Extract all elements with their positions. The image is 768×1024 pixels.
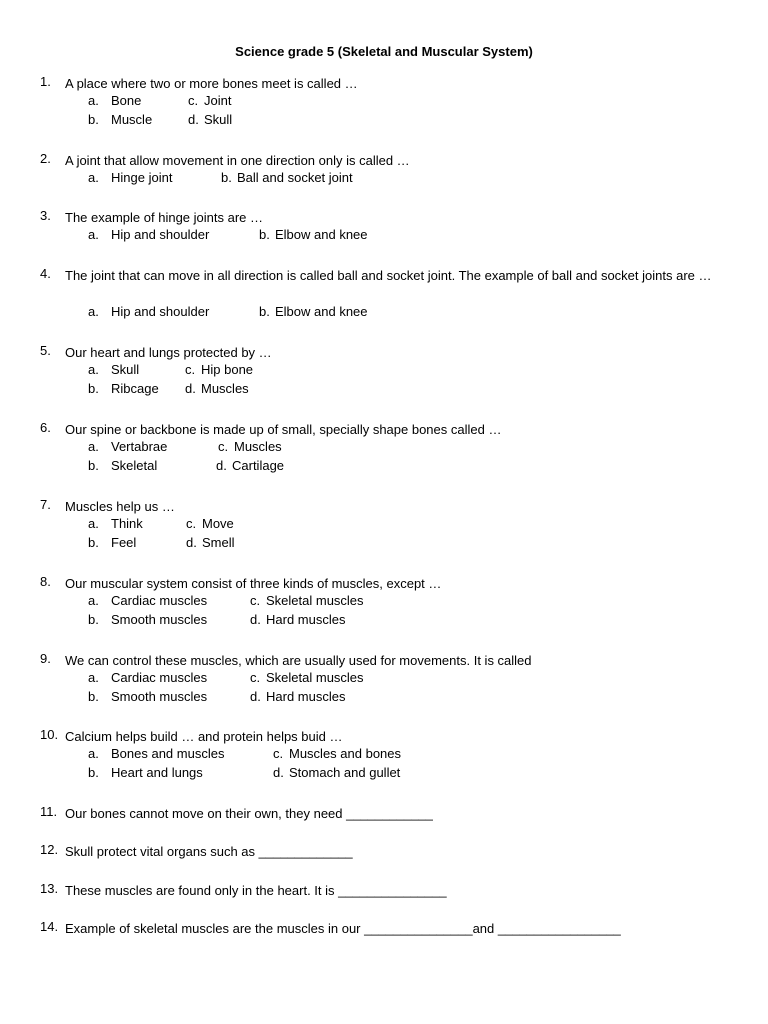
answer-option xyxy=(88,227,209,242)
question-number: 13. xyxy=(40,881,59,896)
option-letter: c. xyxy=(185,362,196,377)
option-letter: c. xyxy=(188,93,199,108)
option-letter: d. xyxy=(186,535,197,550)
option-letter: b. xyxy=(88,112,99,127)
option-letter: c. xyxy=(218,439,229,454)
option-text: Hip bone xyxy=(201,362,254,377)
option-text: Hip and shoulder xyxy=(111,227,210,242)
option-letter: b. xyxy=(88,381,99,396)
option-text: Skull xyxy=(204,112,233,127)
option-letter: b. xyxy=(88,689,99,704)
answer-option xyxy=(250,593,364,608)
option-letter: a. xyxy=(88,670,99,685)
option-text: Elbow and knee xyxy=(275,304,368,319)
question-number: 8. xyxy=(40,574,51,589)
answer-option xyxy=(250,689,345,704)
option-text: Heart and lungs xyxy=(111,765,203,780)
option-letter: b. xyxy=(88,458,99,473)
answer-option xyxy=(88,765,203,780)
option-text: Hard muscles xyxy=(266,612,346,627)
option-text: Elbow and knee xyxy=(275,227,368,242)
question-number: 12. xyxy=(40,842,59,857)
option-text: Muscles xyxy=(201,381,249,396)
question-text: A joint that allow movement in one direction only is called … xyxy=(65,153,410,168)
answer-option xyxy=(250,670,364,685)
option-text: Smooth muscles xyxy=(111,689,208,704)
option-text: Cartilage xyxy=(232,458,285,473)
option-letter: c. xyxy=(186,516,197,531)
option-letter: b. xyxy=(259,227,270,242)
answer-option xyxy=(88,612,207,627)
question-number: 3. xyxy=(40,208,51,223)
question-number: 10. xyxy=(40,727,59,742)
option-text: Muscle xyxy=(111,112,153,127)
option-letter: c. xyxy=(250,670,261,685)
option-letter: a. xyxy=(88,93,99,108)
option-text: Hinge joint xyxy=(111,170,173,185)
option-letter: a. xyxy=(88,362,99,377)
answer-option xyxy=(186,516,234,531)
option-text: Think xyxy=(111,516,143,531)
option-text: Skeletal xyxy=(111,458,158,473)
option-text: Hard muscles xyxy=(266,689,346,704)
answer-option xyxy=(216,458,284,473)
question-number: 6. xyxy=(40,420,51,435)
answer-option xyxy=(88,516,143,531)
option-letter: b. xyxy=(221,170,232,185)
question-text: Example of skeletal muscles are the muscles in our _______________and _________________ xyxy=(65,921,621,936)
answer-option xyxy=(88,670,207,685)
option-text: Smell xyxy=(202,535,235,550)
answer-option xyxy=(250,612,345,627)
answer-option xyxy=(88,746,224,761)
answer-option xyxy=(273,746,401,761)
question-number: 2. xyxy=(40,151,51,166)
answer-option xyxy=(259,227,368,242)
answer-option xyxy=(188,112,232,127)
option-letter: c. xyxy=(250,593,261,608)
option-letter: d. xyxy=(273,765,284,780)
option-letter: d. xyxy=(188,112,199,127)
option-text: Hip and shoulder xyxy=(111,304,210,319)
option-letter: d. xyxy=(216,458,227,473)
option-text: Vertabrae xyxy=(111,439,168,454)
question-text: Our bones cannot move on their own, they need ____________ xyxy=(65,806,433,821)
option-text: Skeletal muscles xyxy=(266,670,364,685)
option-letter: a. xyxy=(88,170,99,185)
answer-option xyxy=(88,170,172,185)
question-text: A place where two or more bones meet is called … xyxy=(65,76,358,91)
answer-option xyxy=(185,381,249,396)
option-text: Stomach and gullet xyxy=(289,765,401,780)
answer-option xyxy=(88,593,207,608)
answer-option xyxy=(88,93,141,108)
answer-option xyxy=(88,304,209,319)
option-text: Ribcage xyxy=(111,381,159,396)
option-letter: d. xyxy=(185,381,196,396)
answer-option xyxy=(218,439,282,454)
option-letter: c. xyxy=(273,746,284,761)
question-text: The joint that can move in all direction is called ball and socket joint. The example of ball and socket joints are … xyxy=(65,268,712,283)
option-text: Bone xyxy=(111,93,142,108)
option-letter: b. xyxy=(88,535,99,550)
answer-option xyxy=(186,535,235,550)
question-text: The example of hinge joints are … xyxy=(65,210,263,225)
option-text: Skull xyxy=(111,362,140,377)
option-text: Joint xyxy=(204,93,232,108)
option-text: Bones and muscles xyxy=(111,746,225,761)
option-text: Ball and socket joint xyxy=(237,170,353,185)
option-letter: b. xyxy=(259,304,270,319)
question-number: 14. xyxy=(40,919,59,934)
option-letter: a. xyxy=(88,746,99,761)
answer-option xyxy=(221,170,353,185)
answer-option xyxy=(88,381,159,396)
answer-option xyxy=(188,93,231,108)
answer-option xyxy=(88,112,152,127)
option-letter: a. xyxy=(88,439,99,454)
question-number: 5. xyxy=(40,343,51,358)
worksheet-title: Science grade 5 (Skeletal and Muscular System) xyxy=(235,44,533,59)
question-text: These muscles are found only in the heart. It is _______________ xyxy=(65,883,447,898)
option-letter: d. xyxy=(250,689,261,704)
question-text: Our heart and lungs protected by … xyxy=(65,345,272,360)
option-text: Cardiac muscles xyxy=(111,593,208,608)
option-letter: a. xyxy=(88,516,99,531)
option-text: Muscles and bones xyxy=(289,746,402,761)
answer-option xyxy=(88,439,167,454)
question-number: 7. xyxy=(40,497,51,512)
option-letter: a. xyxy=(88,227,99,242)
answer-option xyxy=(273,765,400,780)
option-letter: a. xyxy=(88,304,99,319)
option-letter: a. xyxy=(88,593,99,608)
option-text: Move xyxy=(202,516,234,531)
question-number: 4. xyxy=(40,266,51,281)
answer-option xyxy=(88,689,207,704)
question-text: Muscles help us … xyxy=(65,499,175,514)
answer-option xyxy=(88,362,139,377)
option-letter: d. xyxy=(250,612,261,627)
option-text: Feel xyxy=(111,535,137,550)
option-text: Smooth muscles xyxy=(111,612,208,627)
question-number: 9. xyxy=(40,651,51,666)
question-text: Calcium helps build … and protein helps buid … xyxy=(65,729,343,744)
answer-option xyxy=(259,304,368,319)
question-text: Our muscular system consist of three kinds of muscles, except … xyxy=(65,576,442,591)
answer-option xyxy=(88,535,136,550)
question-number: 1. xyxy=(40,74,51,89)
option-letter: b. xyxy=(88,765,99,780)
option-letter: b. xyxy=(88,612,99,627)
option-text: Cardiac muscles xyxy=(111,670,208,685)
question-text: Skull protect vital organs such as _____________ xyxy=(65,844,353,859)
answer-option xyxy=(185,362,253,377)
question-text: Our spine or backbone is made up of small, specially shape bones called … xyxy=(65,422,502,437)
question-number: 11. xyxy=(40,804,58,819)
answer-option xyxy=(88,458,157,473)
option-text: Skeletal muscles xyxy=(266,593,364,608)
option-text: Muscles xyxy=(234,439,282,454)
question-text: We can control these muscles, which are usually used for movements. It is called xyxy=(65,653,532,668)
